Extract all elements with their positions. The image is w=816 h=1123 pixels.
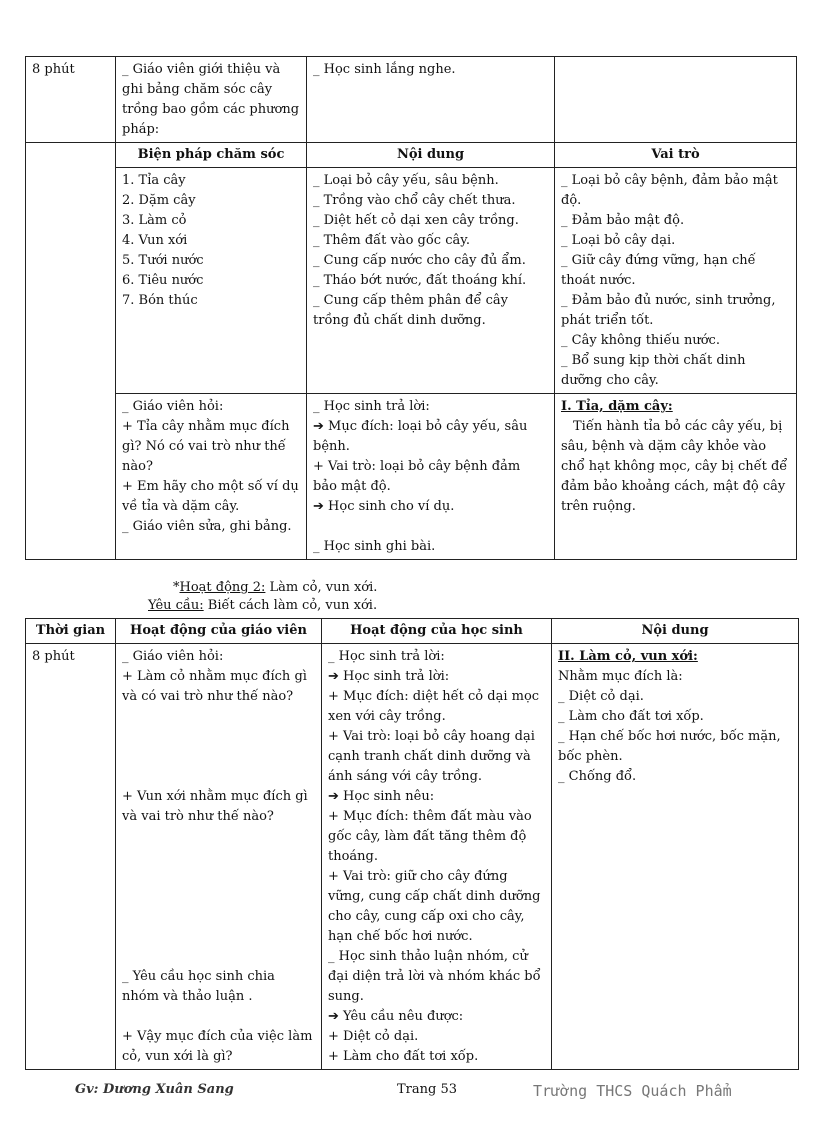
list-item: _ Học sinh thảo luận nhóm, cử đại diện trả lời và nhóm khác bổ sung. xyxy=(328,949,541,1004)
header-time: Thời gian xyxy=(26,619,116,644)
list-item: _ Bổ sung kịp thời chất dinh dưỡng cho cây. xyxy=(561,353,746,388)
requirement-label: Yêu cầu: xyxy=(148,598,204,613)
content-qa-cell xyxy=(555,394,797,560)
list-item: ➔ Yêu cầu nêu được: xyxy=(328,1009,464,1024)
list-item: _ Loại bỏ cây dại. xyxy=(561,233,676,248)
header-measure: Biện pháp chăm sóc xyxy=(116,143,307,168)
list-item: _ Học sinh trả lời: xyxy=(313,399,430,414)
footer-school: Trường THCS Quách Phẩm xyxy=(533,1082,732,1100)
list-item: 7. Bón thúc xyxy=(122,293,198,308)
list-item: + Diệt cỏ dại. xyxy=(328,1029,419,1044)
activity-title xyxy=(173,580,377,595)
list-item: _ Cây không thiếu nước. xyxy=(561,333,720,348)
list-item: ➔ Học sinh trả lời: xyxy=(328,669,450,684)
list-item: _ Trồng vào chổ cây chết thưa. xyxy=(313,193,516,208)
intro-row xyxy=(26,57,797,143)
list-item: _ Đảm bảo đủ nước, sinh trưởng, phát triển tốt. xyxy=(561,293,776,328)
time-cell: 8 phút xyxy=(26,644,116,1070)
list-item: _ Học sinh ghi bài. xyxy=(313,539,436,554)
list-item: + Vậy mục đích của việc làm cỏ, vun xới là gì? xyxy=(122,1029,313,1064)
list-item: _ Cung cấp nước cho cây đủ ẩm. xyxy=(313,253,526,268)
contents-cell xyxy=(307,168,555,394)
activity2-table xyxy=(25,618,799,1070)
requirement-text: Biết cách làm cỏ, vun xới. xyxy=(203,598,378,613)
list-item: + Vai trò: loại bỏ cây hoang dại cạnh tranh chất dinh dưỡng và ánh sáng với cây trồng. xyxy=(328,729,535,784)
student-qa-cell xyxy=(307,394,555,560)
list-item: _ Giáo viên sửa, ghi bảng. xyxy=(122,519,292,534)
list-item: 6. Tiêu nước xyxy=(122,273,204,288)
teacher-cell xyxy=(116,644,322,1070)
section-title: II. Làm cỏ, vun xới: xyxy=(558,649,698,664)
header-teacher: Hoạt động của giáo viên xyxy=(116,619,322,644)
list-item: _ Diệt cỏ dại. xyxy=(558,689,644,704)
list-item: 1. Tỉa cây xyxy=(122,173,186,188)
activity-bullet: * xyxy=(173,580,180,595)
time-continuation-cell xyxy=(26,143,116,560)
list-item: _ Làm cho đất tơi xốp. xyxy=(558,709,704,724)
body-row xyxy=(26,644,799,1070)
list-item: _ Thêm đất vào gốc cây. xyxy=(313,233,470,248)
teacher-qa-cell xyxy=(116,394,307,560)
section-title: I. Tỉa, dặm cây: xyxy=(561,399,673,414)
list-item: 2. Dặm cây xyxy=(122,193,196,208)
list-item: _ Tháo bớt nước, đất thoáng khí. xyxy=(313,273,527,288)
list-item: 4. Vun xới xyxy=(122,233,188,248)
list-item: _ Giáo viên hỏi: xyxy=(122,649,224,664)
page-number: Trang 53 xyxy=(397,1082,458,1097)
list-item: + Vai trò: giữ cho cây đứng vững, cung cấp chất dinh dưỡng cho cây, cung cấp oxi cho cây, hạn chế bốc hơi nước. xyxy=(328,869,541,944)
list-item: _ Học sinh trả lời: xyxy=(328,649,445,664)
list-item: + Mục đích: thêm đất màu vào gốc cây, làm đất tăng thêm độ thoáng. xyxy=(328,809,532,864)
list-item: 5. Tưới nước xyxy=(122,253,204,268)
activity-text: Làm cỏ, vun xới. xyxy=(265,580,378,595)
measures-cell xyxy=(116,168,307,394)
student-intro-cell: _ Học sinh lắng nghe. xyxy=(307,57,555,143)
header-content: Nội dung xyxy=(307,143,555,168)
list-item: _ Giáo viên hỏi: xyxy=(122,399,224,414)
list-item: _ Giữ cây đứng vững, hạn chế thoát nước. xyxy=(561,253,756,288)
list-item: ➔ Học sinh cho ví dụ. xyxy=(313,499,455,514)
header-student: Hoạt động của học sinh xyxy=(322,619,552,644)
time-cell: 8 phút xyxy=(26,57,116,143)
care-header-row xyxy=(26,143,797,168)
list-item: _ Chống đổ. xyxy=(558,769,637,784)
list-item: ➔ Học sinh nêu: xyxy=(328,789,435,804)
list-item: _ Yêu cầu học sinh chia nhóm và thảo luận . xyxy=(122,969,275,1004)
list-item: + Mục đích: diệt hết cỏ dại mọc xen với cây trồng. xyxy=(328,689,540,724)
list-item: _ Loại bỏ cây bệnh, đảm bảo mật độ. xyxy=(561,173,778,208)
teacher-intro-cell: _ Giáo viên giới thiệu và ghi bảng chăm sóc cây trồng bao gồm các phương pháp: xyxy=(116,57,307,143)
list-item: + Làm cho đất tơi xốp. xyxy=(328,1049,479,1064)
list-item: ➔ Mục đích: loại bỏ cây yếu, sâu bệnh. xyxy=(313,419,528,454)
activity-label: Hoạt động 2: xyxy=(179,580,266,595)
list-item: _ Đảm bảo mật độ. xyxy=(561,213,685,228)
list-item: _ Loại bỏ cây yếu, sâu bệnh. xyxy=(313,173,499,188)
header-role: Vai trò xyxy=(555,143,797,168)
qa-row xyxy=(26,394,797,560)
content-cell xyxy=(552,644,799,1070)
care-body-row xyxy=(26,168,797,394)
list-item: + Vai trò: loại bỏ cây bệnh đảm bảo mật độ. xyxy=(313,459,521,494)
empty-cell xyxy=(555,57,797,143)
list-item: _ Cung cấp thêm phân để cây trồng đủ chất dinh dưỡng. xyxy=(313,293,509,328)
student-cell xyxy=(322,644,552,1070)
activity-requirement xyxy=(148,598,377,613)
list-item: _ Hạn chế bốc hơi nước, bốc mặn, bốc phèn. xyxy=(558,729,781,764)
list-item: + Tỉa cây nhằm mục đích gì? Nó có vai trò như thế nào? xyxy=(122,419,290,474)
header-row xyxy=(26,619,799,644)
list-item: + Em hãy cho một số ví dụ về tỉa và dặm cây. xyxy=(122,479,299,514)
list-item: 3. Làm cỏ xyxy=(122,213,187,228)
list-item: + Vun xới nhằm mục đích gì và vai trò như thế nào? xyxy=(122,789,308,824)
list-item: Nhằm mục đích là: xyxy=(558,669,683,684)
header-content: Nội dung xyxy=(552,619,799,644)
care-methods-table xyxy=(25,56,797,560)
footer-teacher: Gv: Dương Xuân Sang xyxy=(75,1082,234,1097)
list-item: + Làm cỏ nhằm mục đích gì và có vai trò như thế nào? xyxy=(122,669,307,704)
section-text: Tiến hành tỉa bỏ các cây yếu, bị sâu, bệnh và dặm cây khỏe vào chổ hạt không mọc, cây bị chết để đảm bảo khoảng cách, mật độ cây trên ruộng. xyxy=(561,419,788,514)
roles-cell xyxy=(555,168,797,394)
list-item: _ Diệt hết cỏ dại xen cây trồng. xyxy=(313,213,519,228)
